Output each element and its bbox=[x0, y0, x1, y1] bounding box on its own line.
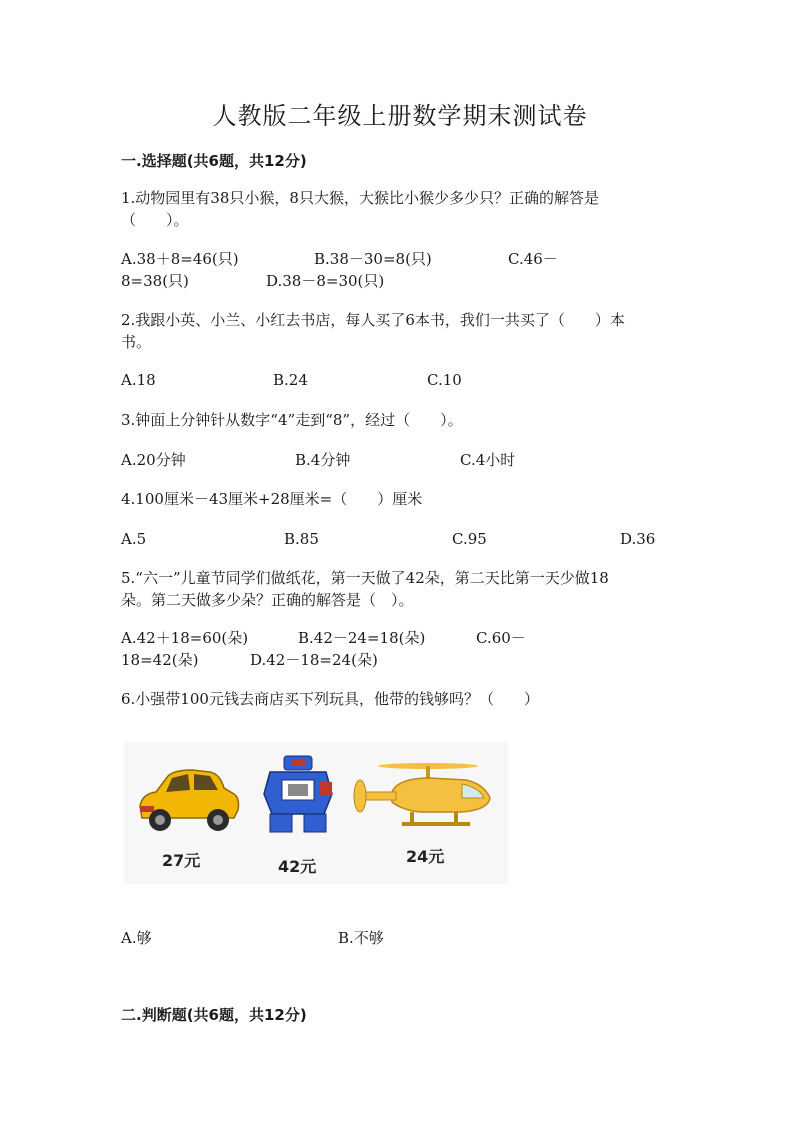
question-5-option-a: A.42＋18=60(朵) bbox=[121, 629, 249, 647]
question-3-text: 3.钟面上分钟针从数字“4”走到“8”，经过（ ）。 bbox=[121, 411, 463, 429]
question-2-option-a: A.18 bbox=[121, 371, 156, 389]
question-1-option-a: A.38＋8=46(只) bbox=[121, 250, 239, 268]
question-1-text-cont: （ ）。 bbox=[121, 211, 189, 229]
question-5-option-c: C.60－ bbox=[476, 629, 526, 647]
question-5-option-c-cont: 18=42(朵) bbox=[121, 651, 199, 669]
question-3-option-a: A.20分钟 bbox=[121, 451, 186, 469]
question-6-option-a: A.够 bbox=[121, 929, 152, 947]
toy-car-icon bbox=[134, 766, 244, 836]
question-2-option-c: C.10 bbox=[427, 371, 462, 389]
question-1-option-b: B.38－30=8(只) bbox=[314, 250, 432, 268]
helicopter-price: 24元 bbox=[406, 847, 445, 866]
question-4-text: 4.100厘米－43厘米+28厘米=（ ）厘米 bbox=[121, 490, 423, 508]
question-4-option-c: C.95 bbox=[452, 530, 487, 548]
question-1-option-d: D.38－8=30(只) bbox=[266, 272, 385, 290]
question-5-text: 5.“六一”儿童节同学们做纸花，第一天做了42朵，第二天比第一天少做18 bbox=[121, 569, 609, 587]
question-1-option-c: C.46－ bbox=[508, 250, 558, 268]
question-4-option-d: D.36 bbox=[620, 530, 656, 548]
question-1-text: 1.动物园里有38只小猴，8只大猴，大猴比小猴少多少只？正确的解答是 bbox=[121, 189, 599, 207]
question-5-text-cont: 朵。第二天做多少朵？正确的解答是（ ）。 bbox=[121, 591, 414, 609]
question-6-text: 6.小强带100元钱去商店买下列玩具，他带的钱够吗？（ ） bbox=[121, 690, 539, 708]
question-2-option-b: B.24 bbox=[273, 371, 308, 389]
toy-price-figure bbox=[124, 742, 508, 884]
page-title: 人教版二年级上册数学期末测试卷 bbox=[212, 102, 588, 130]
toy-robot-icon bbox=[258, 754, 338, 836]
toy-helicopter-icon bbox=[350, 762, 500, 832]
question-6-option-b: B.不够 bbox=[338, 929, 384, 947]
section-heading-judgment: 二.判断题(共6题，共12分) bbox=[121, 1006, 307, 1024]
question-3-option-b: B.4分钟 bbox=[295, 451, 351, 469]
question-1-option-c-cont: 8=38(只) bbox=[121, 272, 189, 290]
question-3-option-c: C.4小时 bbox=[460, 451, 516, 469]
robot-price: 42元 bbox=[278, 857, 317, 876]
car-price: 27元 bbox=[162, 851, 201, 870]
question-2-text-cont: 书。 bbox=[121, 333, 152, 351]
question-5-option-d: D.42－18=24(朵) bbox=[250, 651, 378, 669]
question-4-option-a: A.5 bbox=[121, 530, 147, 548]
question-2-text: 2.我跟小英、小兰、小红去书店，每人买了6本书，我们一共买了（ ）本 bbox=[121, 311, 625, 329]
section-heading-choice: 一.选择题(共6题，共12分) bbox=[121, 152, 307, 170]
question-4-option-b: B.85 bbox=[284, 530, 319, 548]
question-5-option-b: B.42－24=18(朵) bbox=[298, 629, 426, 647]
